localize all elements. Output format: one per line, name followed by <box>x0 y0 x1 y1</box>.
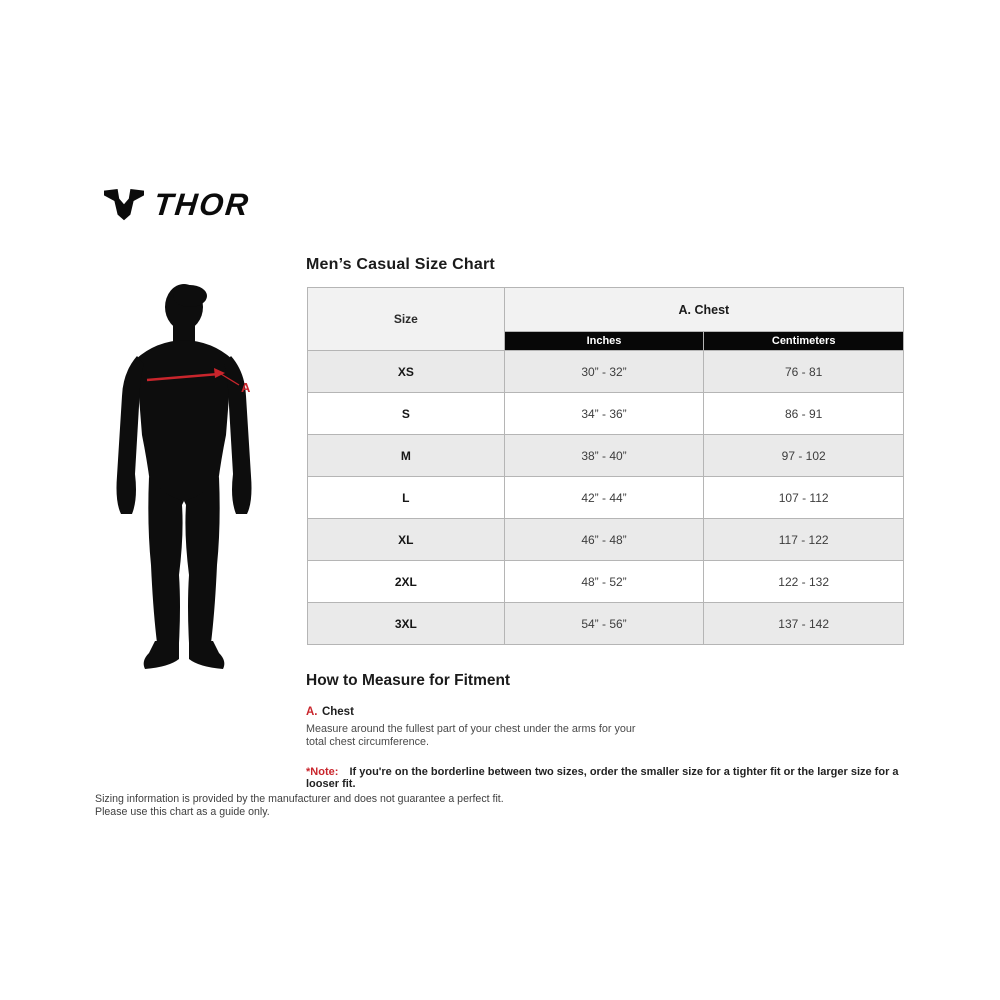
brand-logo <box>104 187 250 223</box>
cm-cell: 76 - 81 <box>704 351 904 393</box>
brand-name: THOR <box>152 187 252 222</box>
body-silhouette-figure <box>111 283 257 675</box>
table-row-xl <box>308 519 904 561</box>
table-row-l <box>308 477 904 519</box>
male-silhouette-icon <box>111 283 257 675</box>
cm-cell: 122 - 132 <box>704 561 904 603</box>
inches-cell: 48” - 52” <box>504 561 704 603</box>
table-row-2xl <box>308 561 904 603</box>
table-header-row <box>308 288 904 332</box>
footer-line-2: Please use this chart as a guide only. <box>95 806 270 818</box>
column-header-inches: Inches <box>504 332 704 351</box>
table-row-s <box>308 393 904 435</box>
measure-item-title <box>306 702 651 720</box>
thor-horns-icon <box>104 188 144 222</box>
inches-cell: 54” - 56” <box>504 603 704 645</box>
note-label: *Note: <box>306 766 339 778</box>
cm-cell: 107 - 112 <box>704 477 904 519</box>
size-cell: 3XL <box>308 603 505 645</box>
size-table <box>307 287 904 645</box>
size-cell: M <box>308 435 505 477</box>
table-row-xs <box>308 351 904 393</box>
inches-cell: 42” - 44” <box>504 477 704 519</box>
size-cell: XL <box>308 519 505 561</box>
measurement-label-a: A <box>241 380 251 395</box>
size-cell: XS <box>308 351 505 393</box>
inches-cell: 30” - 32” <box>504 351 704 393</box>
footer-line-1: Sizing information is provided by the manufacturer and does not guarantee a perfect fit. <box>95 793 504 805</box>
size-cell: 2XL <box>308 561 505 603</box>
howto-heading: How to Measure for Fitment <box>306 672 511 689</box>
table-row-3xl <box>308 603 904 645</box>
chart-title: Men’s Casual Size Chart <box>306 256 495 273</box>
sizing-note <box>306 766 906 790</box>
note-text: If you're on the borderline between two sizes, order the smaller size for a tighter fit or the larger size for a looser fit. <box>306 766 899 790</box>
size-table-container <box>307 287 904 645</box>
size-cell: L <box>308 477 505 519</box>
inches-cell: 46” - 48” <box>504 519 704 561</box>
inches-cell: 34” - 36” <box>504 393 704 435</box>
cm-cell: 97 - 102 <box>704 435 904 477</box>
column-header-size: Size <box>308 288 505 351</box>
table-row-m <box>308 435 904 477</box>
column-header-chest: A. Chest <box>504 288 903 332</box>
measure-item-key: A. <box>306 706 318 718</box>
footer-disclaimer <box>95 793 504 819</box>
cm-cell: 86 - 91 <box>704 393 904 435</box>
cm-cell: 117 - 122 <box>704 519 904 561</box>
column-header-centimeters: Centimeters <box>704 332 904 351</box>
cm-cell: 137 - 142 <box>704 603 904 645</box>
measure-item-name: Chest <box>321 706 354 718</box>
inches-cell: 38” - 40” <box>504 435 704 477</box>
measure-item-description: Measure around the fullest part of your chest under the arms for your total chest circumference. <box>306 723 636 748</box>
measure-item-chest <box>306 702 651 749</box>
size-cell: S <box>308 393 505 435</box>
